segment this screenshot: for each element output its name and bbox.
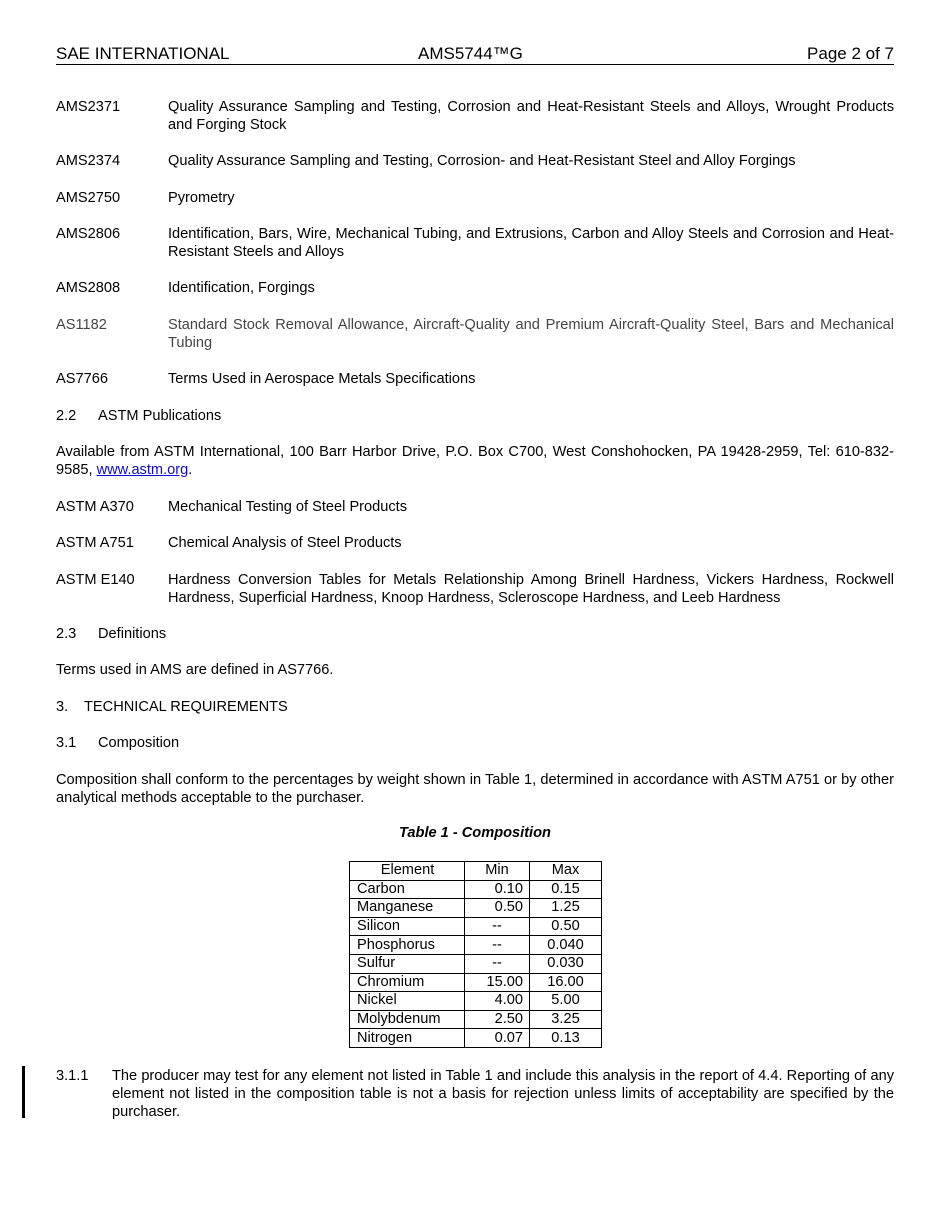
reference-title: Standard Stock Removal Allowance, Aircraft-Quality and Premium Aircraft-Quality Steel, Bars and Mechanical Tubing (168, 317, 894, 351)
astm-address-text: Available from ASTM International, 100 Barr Harbor Drive, P.O. Box C700, West Conshohocken, PA 19428-2959, Tel: 610-832-9585, (56, 444, 894, 478)
section-heading-3 (56, 698, 894, 716)
reference-title: Quality Assurance Sampling and Testing, Corrosion and Heat-Resistant Steels and Alloys, Wrought Products and Forging Stock (168, 99, 894, 133)
reference-title: Terms Used in Aerospace Metals Specifications (168, 371, 476, 387)
table-row (350, 936, 602, 955)
reference-entry (56, 279, 894, 297)
column-header-max: Max (530, 862, 602, 881)
element-cell: Phosphorus (350, 936, 465, 955)
table-row (350, 880, 602, 899)
section-title: ASTM Publications (98, 408, 222, 424)
reference-title: Mechanical Testing of Steel Products (168, 499, 408, 515)
reference-entry (56, 498, 894, 516)
table-row (350, 899, 602, 918)
column-header-element: Element (350, 862, 465, 881)
astm-availability-paragraph (56, 443, 894, 479)
element-cell: Sulfur (350, 954, 465, 973)
header-page-number: Page 2 of 7 (807, 44, 894, 63)
page-header (56, 44, 894, 65)
max-cell: 0.13 (530, 1029, 602, 1048)
reference-code: AMS2374 (56, 153, 121, 169)
section-title: Composition (98, 735, 180, 751)
section-number: 3.1.1 (56, 1068, 89, 1084)
composition-table (349, 861, 602, 1048)
min-cell: 4.00 (465, 992, 530, 1011)
reference-title: Pyrometry (168, 190, 235, 206)
max-cell: 3.25 (530, 1010, 602, 1029)
min-cell: -- (465, 936, 530, 955)
table-row (350, 1010, 602, 1029)
reference-title: Chemical Analysis of Steel Products (168, 535, 402, 551)
reference-code: AMS2371 (56, 99, 121, 115)
table-row (350, 1029, 602, 1048)
element-cell: Nickel (350, 992, 465, 1011)
section-number: 3.1 (56, 735, 77, 751)
revision-change-bar (22, 1066, 25, 1118)
section-number: 2.2 (56, 408, 77, 424)
reference-entry (56, 189, 894, 207)
element-cell: Silicon (350, 917, 465, 936)
max-cell: 0.15 (530, 880, 602, 899)
min-cell: -- (465, 954, 530, 973)
reference-code: ASTM A370 (56, 499, 134, 515)
reference-entry (56, 152, 894, 170)
section-3-1-1-paragraph (56, 1067, 894, 1121)
element-cell: Nitrogen (350, 1029, 465, 1048)
reference-entry (56, 571, 894, 607)
reference-code: AS1182 (56, 317, 107, 333)
max-cell: 0.50 (530, 917, 602, 936)
astm-address-end: . (188, 462, 193, 478)
table-row (350, 917, 602, 936)
astm-website-link[interactable]: www.astm.org (96, 462, 189, 478)
table-row (350, 973, 602, 992)
definitions-paragraph: Terms used in AMS are defined in AS7766. (56, 662, 334, 678)
header-document-number: AMS5744™G (418, 44, 523, 63)
table-row (350, 992, 602, 1011)
min-cell: -- (465, 917, 530, 936)
reference-title: Hardness Conversion Tables for Metals Relationship Among Brinell Hardness, Vickers Hardness, Rockwell Hardness, Superficial Hardness, Knoop Hardness, Scleroscope Hardness, and Leeb Hardness (168, 572, 894, 606)
reference-title: Quality Assurance Sampling and Testing, Corrosion- and Heat-Resistant Steel and Alloy Forgings (168, 153, 796, 169)
section-text: The producer may test for any element not listed in Table 1 and include this analysis in the report of 4.4. Reporting of any element not listed in the composition table is not a basis for rejection unless limits of acceptability are specified by the purchaser. (112, 1068, 894, 1120)
reference-code: AS7766 (56, 371, 108, 387)
reference-entry (56, 98, 894, 134)
table-header-row (350, 862, 602, 881)
reference-code: AMS2806 (56, 226, 121, 242)
section-number: 2.3 (56, 626, 77, 642)
element-cell: Chromium (350, 973, 465, 992)
element-cell: Manganese (350, 899, 465, 918)
max-cell: 1.25 (530, 899, 602, 918)
section-heading-2-3 (56, 625, 894, 643)
min-cell: 2.50 (465, 1010, 530, 1029)
reference-entry (56, 534, 894, 552)
header-organization: SAE INTERNATIONAL (56, 44, 230, 63)
table-caption: Table 1 - Composition (399, 825, 551, 841)
section-title: TECHNICAL REQUIREMENTS (84, 699, 288, 715)
section-heading-2-2 (56, 407, 894, 425)
max-cell: 0.040 (530, 936, 602, 955)
reference-code: AMS2808 (56, 280, 121, 296)
reference-code: AMS2750 (56, 190, 121, 206)
reference-title: Identification, Forgings (168, 280, 315, 296)
element-cell: Molybdenum (350, 1010, 465, 1029)
reference-title: Identification, Bars, Wire, Mechanical Tubing, and Extrusions, Carbon and Alloy Steels and Corrosion and Heat-Resistant Steels and Alloys (168, 226, 894, 260)
min-cell: 15.00 (465, 973, 530, 992)
section-number: 3. (56, 699, 69, 715)
max-cell: 0.030 (530, 954, 602, 973)
section-title: Definitions (98, 626, 167, 642)
document-page (56, 0, 894, 1230)
composition-paragraph: Composition shall conform to the percentages by weight shown in Table 1, determined in accordance with ASTM A751 or by other analytical methods acceptable to the purchaser. (56, 772, 894, 806)
table-row (350, 954, 602, 973)
min-cell: 0.10 (465, 880, 530, 899)
reference-entry (56, 370, 894, 388)
element-cell: Carbon (350, 880, 465, 899)
max-cell: 5.00 (530, 992, 602, 1011)
min-cell: 0.07 (465, 1029, 530, 1048)
min-cell: 0.50 (465, 899, 530, 918)
reference-code: ASTM E140 (56, 572, 135, 588)
column-header-min: Min (465, 862, 530, 881)
section-heading-3-1 (56, 734, 894, 752)
reference-entry (56, 316, 894, 352)
reference-code: ASTM A751 (56, 535, 134, 551)
reference-entry (56, 225, 894, 261)
max-cell: 16.00 (530, 973, 602, 992)
